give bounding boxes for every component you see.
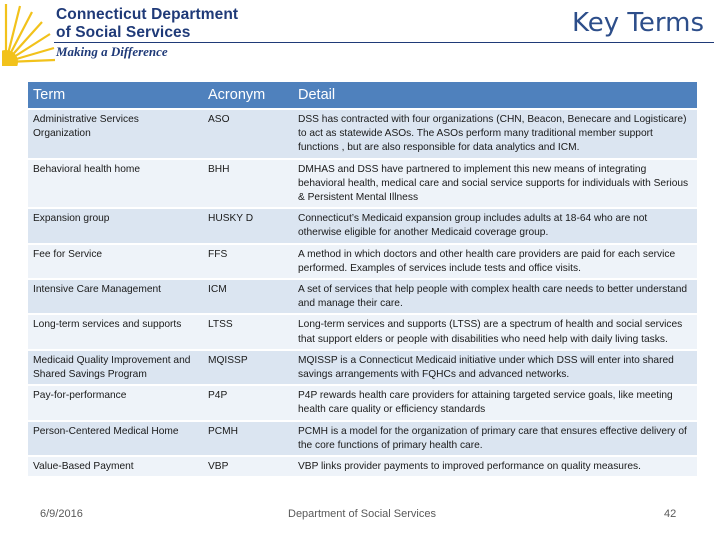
acronym-cell: PCMH: [203, 422, 293, 455]
column-header-detail: Detail: [293, 82, 697, 108]
detail-cell: VBP links provider payments to improved performance on quality measures.: [293, 457, 697, 476]
detail-cell: DSS has contracted with four organizations (CHN, Beacon, Benecare and Logisticare) to act as statewide ASOs. The ASOs perform many traditional member support functions , but are also responsible for data analytics and ICM.: [293, 110, 697, 158]
term-cell: Pay-for-performance: [28, 386, 203, 419]
slide-header: [0, 0, 720, 78]
acronym-cell: BHH: [203, 160, 293, 208]
page-title: Key Terms: [572, 8, 704, 38]
detail-cell: MQISSP is a Connecticut Medicaid initiative under which DSS will enter into shared savings arrangements with FQHCs and advanced networks.: [293, 351, 697, 384]
sun-logo-icon: [2, 2, 56, 66]
term-cell: Behavioral health home: [28, 160, 203, 208]
table-row: [28, 422, 697, 455]
org-name-line2: of Social Services: [56, 24, 191, 41]
detail-cell: P4P rewards health care providers for attaining targeted service goals, like meeting health care quality or efficiency standards: [293, 386, 697, 419]
acronym-cell: MQISSP: [203, 351, 293, 384]
tagline: Making a Difference: [56, 44, 168, 59]
term-cell: Intensive Care Management: [28, 280, 203, 313]
table-row: [28, 386, 697, 419]
detail-cell: A set of services that help people with complex health care needs to better understand and manage their care.: [293, 280, 697, 313]
term-cell: Administrative Services Organization: [28, 110, 203, 158]
column-header-term: Term: [28, 82, 203, 108]
table-row: [28, 315, 697, 348]
term-cell: Person-Centered Medical Home: [28, 422, 203, 455]
table-row: [28, 280, 697, 313]
table-row: [28, 160, 697, 208]
detail-cell: Connecticut’s Medicaid expansion group includes adults at 18-64 who are not otherwise eligible for another Medicaid coverage group.: [293, 209, 697, 242]
table-header-row: [28, 82, 697, 108]
acronym-cell: P4P: [203, 386, 293, 419]
acronym-cell: VBP: [203, 457, 293, 476]
term-cell: Value-Based Payment: [28, 457, 203, 476]
table-row: [28, 245, 697, 278]
table-row: [28, 351, 697, 384]
detail-cell: DMHAS and DSS have partnered to implement this new means of integrating behavioral health, medical care and social service supports for individuals with Serious & Persistent Mental Illness: [293, 160, 697, 208]
table-row: [28, 209, 697, 242]
term-cell: Medicaid Quality Improvement and Shared Savings Program: [28, 351, 203, 384]
term-cell: Expansion group: [28, 209, 203, 242]
page-number: 42: [664, 508, 677, 520]
term-cell: Long-term services and supports: [28, 315, 203, 348]
column-header-acronym: Acronym: [203, 82, 293, 108]
acronym-cell: ICM: [203, 280, 293, 313]
acronym-cell: HUSKY D: [203, 209, 293, 242]
org-name-line1: Connecticut Department: [56, 6, 239, 23]
key-terms-table: [28, 80, 697, 478]
footer-department: Department of Social Services: [288, 508, 436, 520]
detail-cell: Long-term services and supports (LTSS) are a spectrum of health and social services that support elders or people with disabilities who need help with daily living tasks.: [293, 315, 697, 348]
table-row: [28, 110, 697, 158]
footer-date: 6/9/2016: [40, 508, 83, 520]
detail-cell: A method in which doctors and other health care providers are paid for each service performed. Examples of services include tests and office visits.: [293, 245, 697, 278]
tagline-bar: [54, 42, 714, 63]
detail-cell: PCMH is a model for the organization of primary care that ensures effective delivery of the core functions of primary health care.: [293, 422, 697, 455]
term-cell: Fee for Service: [28, 245, 203, 278]
acronym-cell: LTSS: [203, 315, 293, 348]
acronym-cell: ASO: [203, 110, 293, 158]
table-row: [28, 457, 697, 476]
acronym-cell: FFS: [203, 245, 293, 278]
